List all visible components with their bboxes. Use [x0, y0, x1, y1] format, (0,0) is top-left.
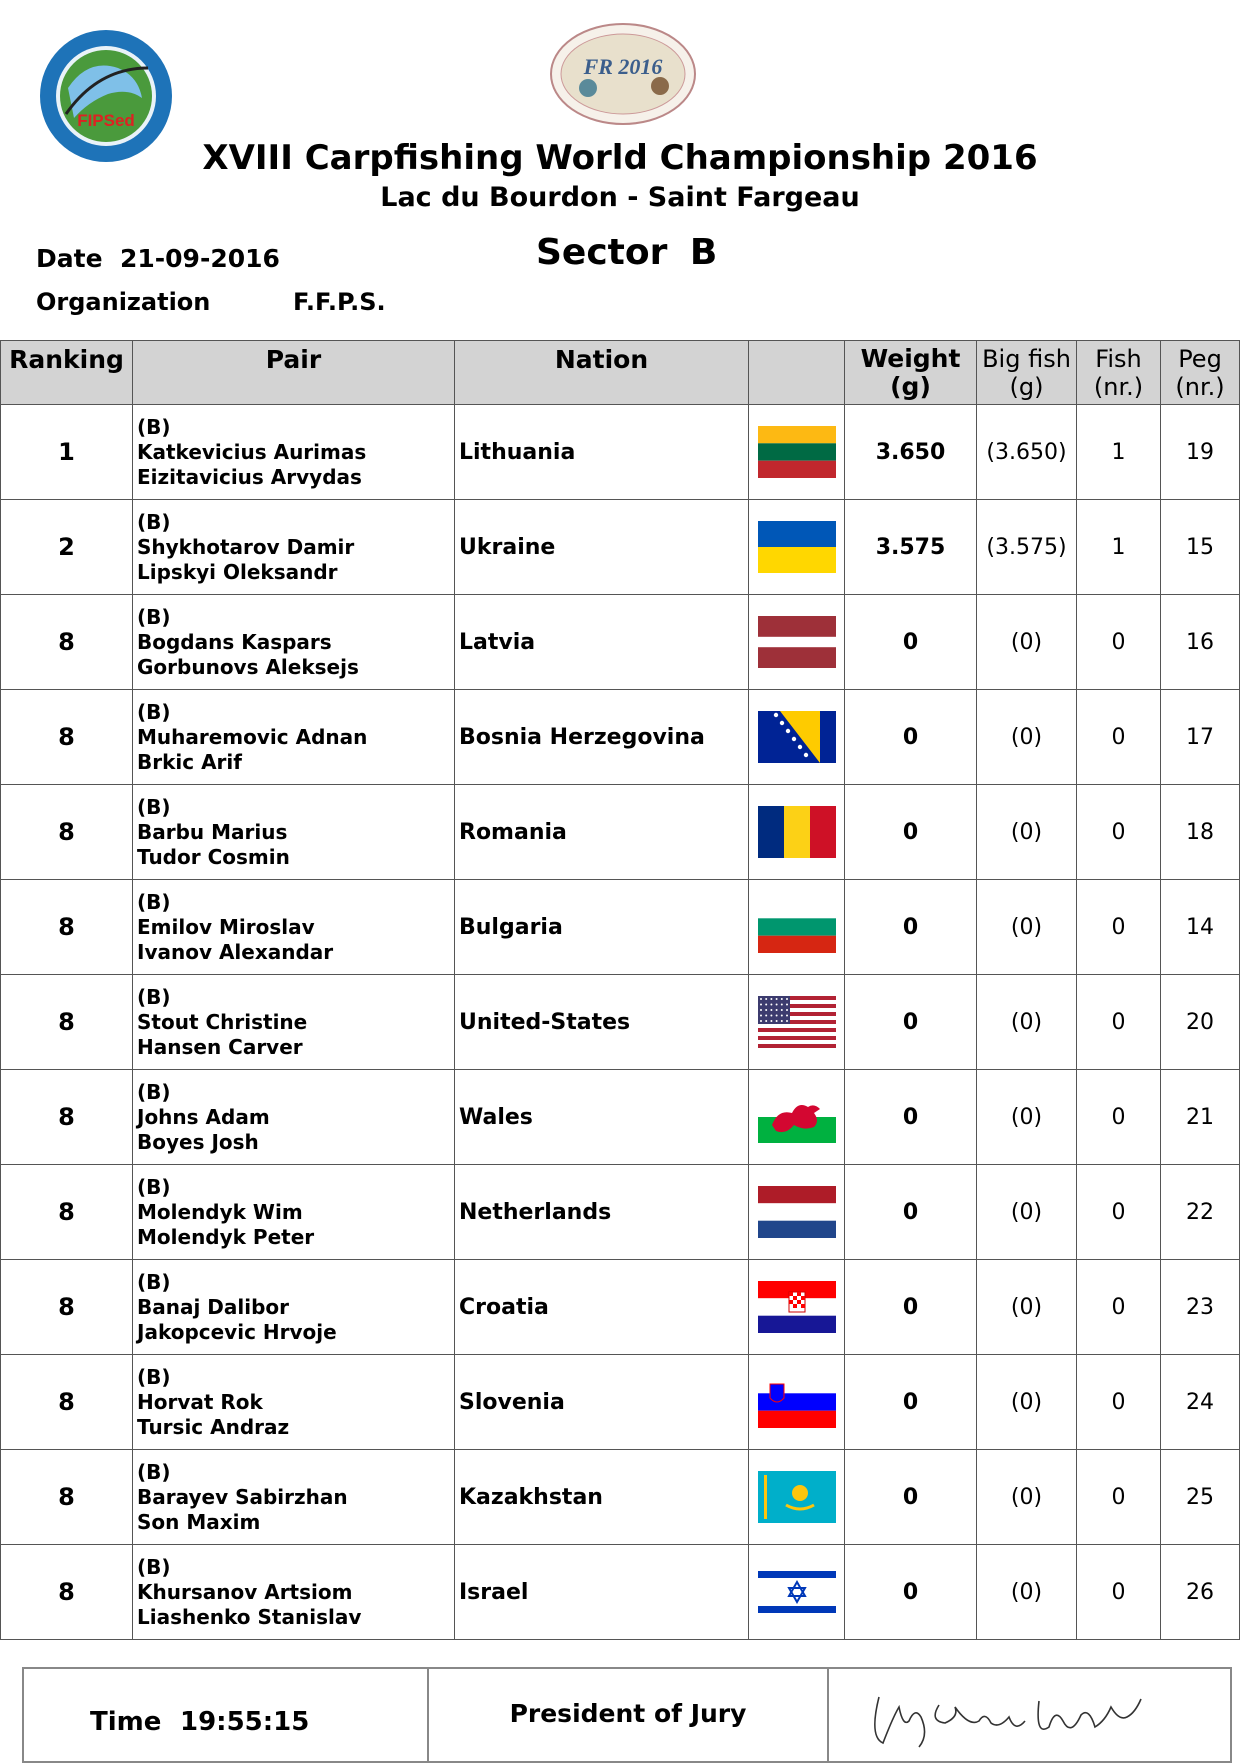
table-header-row: [1, 341, 1240, 405]
bigfish-cell: (3.650): [977, 405, 1077, 500]
table-row: [1, 405, 1240, 500]
pair-angler-2: Molendyk Peter: [137, 1224, 315, 1249]
rank-cell: 8: [1, 1545, 133, 1640]
nation-cell: Croatia: [455, 1260, 749, 1355]
pair-angler-1: Katkevicius Aurimas: [137, 439, 367, 464]
pair-angler-2: Tudor Cosmin: [137, 844, 290, 869]
col-fish-label: Fish: [1095, 345, 1142, 373]
pair-angler-1: Shykhotarov Damir: [137, 534, 355, 559]
date-label: Date: [36, 244, 103, 273]
signature-cell: [829, 1669, 1230, 1761]
rank-cell: 8: [1, 1450, 133, 1545]
pair-cell: [133, 785, 455, 880]
table-row: [1, 1545, 1240, 1640]
rank-cell: 1: [1, 405, 133, 500]
flag-cell: [749, 880, 845, 975]
date-value: 21-09-2016: [120, 244, 280, 273]
organization-value: F.F.P.S.: [293, 288, 386, 316]
pair-cell: [133, 1545, 455, 1640]
peg-cell: 26: [1161, 1545, 1240, 1640]
slovenia-flag-icon: [758, 1376, 836, 1428]
nation-cell: Latvia: [455, 595, 749, 690]
table-row: [1, 975, 1240, 1070]
flag-cell: [749, 1260, 845, 1355]
nation-cell: Netherlands: [455, 1165, 749, 1260]
flag-cell: [749, 1355, 845, 1450]
pair-angler-2: Son Maxim: [137, 1509, 261, 1534]
pair-cell: [133, 880, 455, 975]
france-2016-logo: [548, 22, 698, 126]
weight-cell: 0: [845, 1545, 977, 1640]
bigfish-cell: (0): [977, 975, 1077, 1070]
peg-cell: 25: [1161, 1450, 1240, 1545]
pair-cell: [133, 405, 455, 500]
nation-cell: Bulgaria: [455, 880, 749, 975]
pair-angler-2: Hansen Carver: [137, 1034, 303, 1059]
table-row: [1, 690, 1240, 785]
pair-sector: (B): [137, 1269, 171, 1294]
col-peg-label: Peg: [1178, 345, 1222, 373]
col-flag: [749, 341, 845, 405]
fish-cell: 0: [1077, 785, 1161, 880]
pair-angler-2: Boyes Josh: [137, 1129, 259, 1154]
flag-cell: [749, 500, 845, 595]
pair-sector: (B): [137, 699, 171, 724]
weight-cell: 3.650: [845, 405, 977, 500]
pair-sector: (B): [137, 1459, 171, 1484]
rank-cell: 8: [1, 880, 133, 975]
peg-cell: 17: [1161, 690, 1240, 785]
footer-box: [22, 1667, 1232, 1763]
fish-cell: 0: [1077, 880, 1161, 975]
romania-flag-icon: [758, 806, 836, 858]
peg-cell: 20: [1161, 975, 1240, 1070]
table-row: [1, 595, 1240, 690]
table-row: [1, 1070, 1240, 1165]
bigfish-cell: (0): [977, 785, 1077, 880]
rank-cell: 8: [1, 1165, 133, 1260]
peg-cell: 24: [1161, 1355, 1240, 1450]
fish-cell: 1: [1077, 500, 1161, 595]
pair-angler-2: Brkic Arif: [137, 749, 242, 774]
bigfish-cell: (0): [977, 880, 1077, 975]
nation-cell: Kazakhstan: [455, 1450, 749, 1545]
bigfish-cell: (3.575): [977, 500, 1077, 595]
col-ranking: Ranking: [1, 341, 133, 405]
pair-sector: (B): [137, 509, 171, 534]
pair-cell: [133, 1165, 455, 1260]
fish-cell: 0: [1077, 1450, 1161, 1545]
pair-cell: [133, 1355, 455, 1450]
pair-angler-1: Horvat Rok: [137, 1389, 263, 1414]
pair-sector: (B): [137, 414, 171, 439]
rank-cell: 8: [1, 1355, 133, 1450]
flag-cell: [749, 1070, 845, 1165]
time-label: Time: [90, 1707, 162, 1737]
nation-cell: United-States: [455, 975, 749, 1070]
weight-cell: 0: [845, 785, 977, 880]
croatia-flag-icon: [758, 1281, 836, 1333]
lithuania-flag-icon: [758, 426, 836, 478]
peg-cell: 22: [1161, 1165, 1240, 1260]
bigfish-cell: (0): [977, 1545, 1077, 1640]
kazakhstan-flag-icon: [758, 1471, 836, 1523]
rank-cell: 2: [1, 500, 133, 595]
table-row: [1, 1165, 1240, 1260]
rank-cell: 8: [1, 595, 133, 690]
weight-cell: 0: [845, 880, 977, 975]
rank-cell: 8: [1, 785, 133, 880]
flag-cell: [749, 595, 845, 690]
pair-sector: (B): [137, 1364, 171, 1389]
time-cell: [24, 1669, 429, 1761]
fish-cell: 0: [1077, 1070, 1161, 1165]
nation-cell: Bosnia Herzegovina: [455, 690, 749, 785]
pair-sector: (B): [137, 889, 171, 914]
peg-cell: 23: [1161, 1260, 1240, 1355]
fish-cell: 0: [1077, 975, 1161, 1070]
pair-cell: [133, 1260, 455, 1355]
pair-cell: [133, 690, 455, 785]
weight-cell: 0: [845, 1165, 977, 1260]
col-bigfish-unit: (g): [1009, 373, 1044, 401]
flag-cell: [749, 975, 845, 1070]
fish-cell: 0: [1077, 1355, 1161, 1450]
weight-cell: 0: [845, 1260, 977, 1355]
weight-cell: 0: [845, 595, 977, 690]
fish-cell: 0: [1077, 1260, 1161, 1355]
pair-cell: [133, 500, 455, 595]
peg-cell: 19: [1161, 405, 1240, 500]
nation-cell: Romania: [455, 785, 749, 880]
logo-text: FIPSed: [77, 111, 135, 130]
pair-angler-2: Ivanov Alexandar: [137, 939, 334, 964]
pair-angler-1: Muharemovic Adnan: [137, 724, 368, 749]
peg-cell: 15: [1161, 500, 1240, 595]
col-weight-unit: (g): [890, 372, 931, 401]
pair-angler-1: Emilov Miroslav: [137, 914, 315, 939]
organization-label: Organization: [36, 288, 211, 316]
col-bigfish: [977, 341, 1077, 405]
pair-cell: [133, 975, 455, 1070]
col-peg: [1161, 341, 1240, 405]
usa-flag-icon: [758, 996, 836, 1048]
nation-cell: Lithuania: [455, 405, 749, 500]
flag-cell: [749, 785, 845, 880]
pair-sector: (B): [137, 1554, 171, 1579]
col-weight: [845, 341, 977, 405]
sector-title: Sector B: [536, 232, 718, 273]
table-row: [1, 500, 1240, 595]
flag-cell: [749, 1545, 845, 1640]
israel-flag-icon: [758, 1566, 836, 1618]
table-row: [1, 1260, 1240, 1355]
col-nation: Nation: [455, 341, 749, 405]
flag-cell: [749, 405, 845, 500]
col-pair: Pair: [133, 341, 455, 405]
pair-sector: (B): [137, 794, 171, 819]
president-of-jury-label: President of Jury: [509, 1699, 747, 1728]
col-bigfish-label: Big fish: [982, 345, 1071, 373]
pair-angler-1: Johns Adam: [137, 1104, 270, 1129]
pair-angler-1: Barayev Sabirzhan: [137, 1484, 348, 1509]
table-row: [1, 785, 1240, 880]
nation-cell: Israel: [455, 1545, 749, 1640]
logo-center-text: FR 2016: [583, 54, 663, 79]
netherlands-flag-icon: [758, 1186, 836, 1238]
fish-cell: 0: [1077, 1165, 1161, 1260]
weight-cell: 3.575: [845, 500, 977, 595]
fish-cell: 0: [1077, 1545, 1161, 1640]
table-row: [1, 1355, 1240, 1450]
pair-angler-1: Bogdans Kaspars: [137, 629, 332, 654]
peg-cell: 21: [1161, 1070, 1240, 1165]
page-title: XVIII Carpfishing World Championship 2016: [202, 138, 1038, 178]
pair-angler-2: Gorbunovs Aleksejs: [137, 654, 359, 679]
ukraine-flag-icon: [758, 521, 836, 573]
weight-cell: 0: [845, 1070, 977, 1165]
peg-cell: 16: [1161, 595, 1240, 690]
signature: [859, 1677, 1159, 1757]
pair-sector: (B): [137, 1079, 171, 1104]
pair-angler-2: Liashenko Stanislav: [137, 1604, 362, 1629]
pair-angler-2: Lipskyi Oleksandr: [137, 559, 338, 584]
rank-cell: 8: [1, 975, 133, 1070]
nation-cell: Wales: [455, 1070, 749, 1165]
peg-cell: 14: [1161, 880, 1240, 975]
pair-angler-1: Barbu Marius: [137, 819, 288, 844]
table-row: [1, 880, 1240, 975]
nation-cell: Slovenia: [455, 1355, 749, 1450]
bigfish-cell: (0): [977, 1260, 1077, 1355]
flag-cell: [749, 1165, 845, 1260]
pair-angler-2: Eizitavicius Arvydas: [137, 464, 362, 489]
bigfish-cell: (0): [977, 1070, 1077, 1165]
bigfish-cell: (0): [977, 1450, 1077, 1545]
pair-cell: [133, 1450, 455, 1545]
page-subtitle: Lac du Bourdon - Saint Fargeau: [380, 182, 860, 213]
time-value: 19:55:15: [180, 1707, 310, 1737]
rank-cell: 8: [1, 1260, 133, 1355]
pair-cell: [133, 595, 455, 690]
pair-angler-1: Banaj Dalibor: [137, 1294, 290, 1319]
bigfish-cell: (0): [977, 690, 1077, 785]
pair-sector: (B): [137, 604, 171, 629]
bulgaria-flag-icon: [758, 901, 836, 953]
weight-cell: 0: [845, 690, 977, 785]
flag-cell: [749, 1450, 845, 1545]
pair-angler-1: Khursanov Artsiom: [137, 1579, 353, 1604]
bigfish-cell: (0): [977, 1355, 1077, 1450]
pair-sector: (B): [137, 984, 171, 1009]
rank-cell: 8: [1, 1070, 133, 1165]
pair-angler-1: Stout Christine: [137, 1009, 308, 1034]
bigfish-cell: (0): [977, 1165, 1077, 1260]
col-fish-unit: (nr.): [1093, 373, 1144, 401]
flag-cell: [749, 690, 845, 785]
weight-cell: 0: [845, 975, 977, 1070]
nation-cell: Ukraine: [455, 500, 749, 595]
col-weight-label: Weight: [860, 344, 961, 373]
fish-cell: 1: [1077, 405, 1161, 500]
jury-cell: [429, 1669, 829, 1761]
col-fish: [1077, 341, 1161, 405]
wales-flag-icon: [758, 1091, 836, 1143]
fish-cell: 0: [1077, 595, 1161, 690]
fish-cell: 0: [1077, 690, 1161, 785]
results-table: [0, 340, 1240, 1640]
col-peg-unit: (nr.): [1175, 373, 1225, 401]
pair-cell: [133, 1070, 455, 1165]
peg-cell: 18: [1161, 785, 1240, 880]
weight-cell: 0: [845, 1450, 977, 1545]
pair-angler-1: Molendyk Wim: [137, 1199, 303, 1224]
table-row: [1, 1450, 1240, 1545]
pair-angler-2: Jakopcevic Hrvoje: [137, 1319, 337, 1344]
pair-angler-2: Tursic Andraz: [137, 1414, 290, 1439]
rank-cell: 8: [1, 690, 133, 785]
latvia-flag-icon: [758, 616, 836, 668]
pair-sector: (B): [137, 1174, 171, 1199]
bigfish-cell: (0): [977, 595, 1077, 690]
weight-cell: 0: [845, 1355, 977, 1450]
bosnia-flag-icon: [758, 711, 836, 763]
